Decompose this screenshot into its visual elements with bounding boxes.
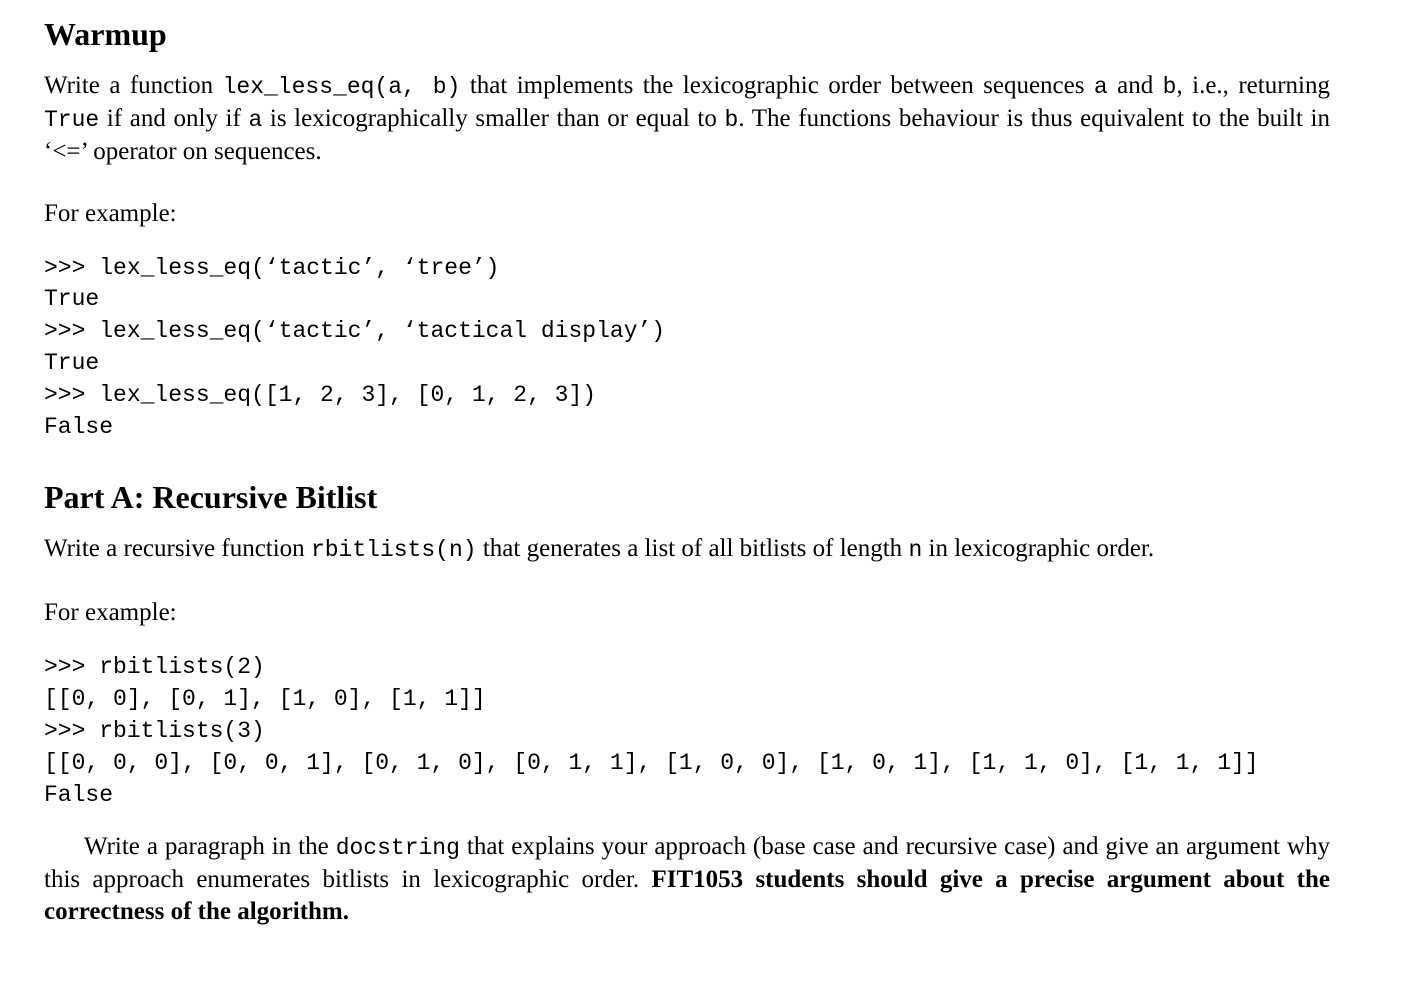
inline-code: True [44,107,100,133]
code-line: [[0, 0, 0], [0, 0, 1], [0, 1, 0], [0, 1, 1], [1, 0, 0], [1, 0, 1], [1, 1, 0], [1, 1, 1]] [44,750,1259,776]
code-line: >>> lex_less_eq([1, 2, 3], [0, 1, 2, 3]) [44,382,597,408]
inline-code: b [1162,74,1177,100]
inline-code: rbitlists(n) [310,537,477,563]
inline-code: a [248,107,263,133]
inline-code: n [908,537,923,563]
inline-code: docstring [335,835,460,861]
inline-code: a [1093,74,1108,100]
for-example-label: For example: [44,599,177,626]
bold-requirement: FIT1053 students should give a precise argument about the correctness of the algorithm. [44,866,1330,925]
for-example-label: For example: [44,200,177,227]
code-line: True [44,286,100,312]
part-a-paragraph: Write a recursive function rbitlists(n) that generates a list of all bitlists of length n in lexicographic order. [44,535,1155,563]
section-title-warmup: Warmup [44,16,167,52]
code-line: >>> lex_less_eq(‘tactic’, ‘tactical display’) [44,318,666,344]
code-line: >>> rbitlists(3) [44,718,265,744]
code-line: >>> rbitlists(2) [44,654,265,680]
inline-code: b [724,107,739,133]
code-line: True [44,350,100,376]
section-title-part-a: Part A: Recursive Bitlist [44,479,378,515]
warmup-paragraph: Write a function lex_less_eq(a, b) that implements the lexicographic order between sequences a and b, i.e., returning True if and only if a is lexicographically smaller than or equal to b. The functions behaviour is thus equivalent to the built in ‘<=’ operator on sequences. [44,72,1331,165]
inline-code: lex_less_eq(a, b) [222,74,461,100]
code-line: >>> lex_less_eq(‘tactic’, ‘tree’) [44,255,500,281]
code-line: [[0, 0], [0, 1], [1, 0], [1, 1]] [44,686,486,712]
code-line: False [44,414,114,440]
code-line: False [44,782,114,808]
docstring-paragraph: Write a paragraph in the docstring that explains your approach (base case and recursive case) and give an argument why this approach enumerates bitlists in lexicographic order. FIT1053 students should give a precise argument about the correctness of the algorithm. [44,833,1330,925]
